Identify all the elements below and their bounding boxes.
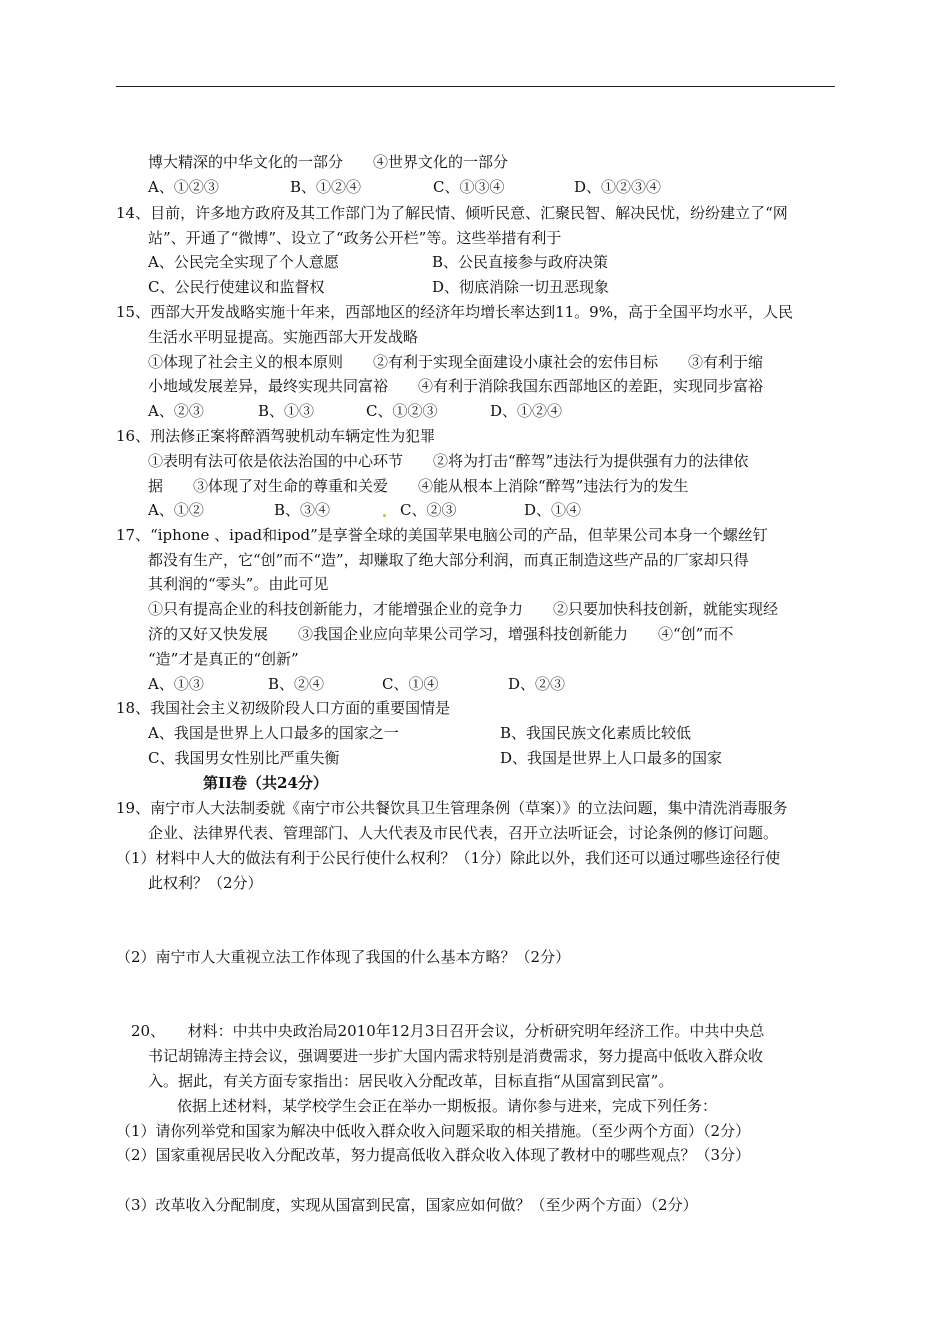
q18-options-row1 bbox=[148, 723, 691, 743]
q15-stem-cont: 生活水平明显提高。实施西部大开发战略 bbox=[148, 328, 419, 346]
q17-statements-cont: 济的又好又快发展 ③我国企业应向苹果公司学习，增强科技创新能力 ④“创”而不 bbox=[148, 625, 734, 643]
option-b: B、公民直接参与政府决策 bbox=[432, 253, 609, 271]
q13-options bbox=[148, 177, 661, 197]
option-c: C、①②③ bbox=[366, 402, 438, 420]
q19-material-cont: 企业、法律界代表、管理部门、人大代表及市民代表，召开立法听证会，讨论条例的修订问题。 bbox=[148, 824, 779, 842]
q15-stem: 15、西部大开发战略实施十年来，西部地区的经济年均增长率达到11。9%，高于全国平均水平，人民 bbox=[116, 303, 793, 321]
q15-statements: ①体现了社会主义的根本原则 ②有利于实现全面建设小康社会的宏伟目标 ③有利于缩 bbox=[148, 353, 764, 371]
q17-options bbox=[148, 674, 565, 694]
q14-stem-cont: 站”、开通了“微博”、设立了“政务公开栏”等。这些举措有利于 bbox=[148, 229, 562, 247]
option-a: A、①③ bbox=[148, 675, 204, 693]
q16-statements: ①表明有法可依是依法治国的中心环节 ②将为打击“醉驾”违法行为提供强有力的法律依 bbox=[148, 452, 749, 470]
q20-subquestion-3: （3）改革收入分配制度，实现从国富到民富，国家应如何做？（至少两个方面）（2分） bbox=[116, 1196, 698, 1214]
option-a: A、①②③ bbox=[148, 178, 219, 196]
q17-statements-cont: “造”才是真正的“创新” bbox=[148, 650, 299, 668]
option-d: D、②③ bbox=[508, 675, 566, 693]
q14-options-row1 bbox=[148, 252, 608, 272]
q20-material-cont: 书记胡锦涛主持会议，强调要进一步扩大国内需求特别是消费需求，努力提高中低收入群众收 bbox=[148, 1047, 764, 1065]
q16-options bbox=[148, 500, 581, 520]
option-a: A、公民完全实现了个人意愿 bbox=[148, 253, 339, 271]
option-d: D、①④ bbox=[524, 501, 582, 519]
q20-subquestion-1: （1）请你列举党和国家为解决中低收入群众收入问题采取的相关措施。（至少两个方面）（2分） bbox=[116, 1122, 751, 1140]
option-b: B、①②④ bbox=[290, 178, 362, 196]
q16-stem: 16、刑法修正案将醉酒驾驶机动车辆定性为犯罪 bbox=[116, 427, 436, 445]
option-d: D、①②③④ bbox=[574, 178, 662, 196]
option-c: C、①③④ bbox=[433, 178, 505, 196]
q17-statements: ①只有提高企业的科技创新能力，才能增强企业的竞争力 ②只要加快科技创新，就能实现经 bbox=[148, 600, 779, 618]
q20-material: 20、 材料：中共中央政治局2010年12月3日召开会议，分析研究明年经济工作。中共中央总 bbox=[131, 1022, 765, 1040]
option-d: D、①②④ bbox=[490, 402, 563, 420]
stray-dot bbox=[383, 514, 386, 517]
option-c: C、②③ bbox=[400, 501, 457, 519]
q19-subquestion-1-cont: 此权利？（2分） bbox=[148, 874, 263, 892]
q18-options-row2 bbox=[148, 748, 722, 768]
q15-statements-cont: 小地域发展差异，最终实现共同富裕 ④有利于消除我国东西部地区的差距，实现同步富裕 bbox=[148, 377, 764, 395]
option-c: C、公民行使建议和监督权 bbox=[148, 278, 325, 296]
option-a: A、①② bbox=[148, 501, 204, 519]
q17-stem-cont: 都没有生产，它“创”而不“造”，却赚取了绝大部分利润，而真正制造这些产品的厂家却只得 bbox=[148, 551, 749, 569]
q18-stem: 18、我国社会主义初级阶段人口方面的重要国情是 bbox=[116, 699, 451, 717]
q20-subquestion-2: （2）国家重视居民收入分配改革，努力提高低收入群众收入体现了教材中的哪些观点？（3分） bbox=[116, 1146, 751, 1164]
option-b: B、我国民族文化素质比较低 bbox=[500, 724, 692, 742]
option-b: B、③④ bbox=[274, 501, 331, 519]
section-heading: 第II卷（共24分） bbox=[203, 774, 328, 792]
option-d: D、我国是世界上人口最多的国家 bbox=[500, 749, 723, 767]
q19-material: 19、南宁市人大法制委就《南宁市公共餐饮具卫生管理条例（草案）》的立法问题，集中清洗消毒服务 bbox=[116, 799, 788, 817]
q17-stem-cont: 其利润的“零头”。由此可见 bbox=[148, 575, 329, 593]
q16-statements-cont: 据 ③体现了对生命的尊重和关爱 ④能从根本上消除“醉驾”违法行为的发生 bbox=[148, 477, 689, 495]
q19-subquestion-1: （1）材料中人大的做法有利于公民行使什么权利？（1分）除此以外，我们还可以通过哪些途径行使 bbox=[116, 849, 781, 867]
q17-stem: 17、“iphone 、ipad和ipod”是享誉全球的美国苹果电脑公司的产品，但苹果公司本身一个螺丝钉 bbox=[116, 526, 768, 544]
option-a: A、②③ bbox=[148, 402, 204, 420]
option-c: C、①④ bbox=[382, 675, 439, 693]
option-b: B、②④ bbox=[268, 675, 325, 693]
q20-instruction: 依据上述材料，某学校学生会正在举办一期板报。请你参与进来，完成下列任务： bbox=[177, 1097, 718, 1115]
header-rule bbox=[116, 86, 835, 87]
option-a: A、我国是世界上人口最多的国家之一 bbox=[148, 724, 399, 742]
option-c: C、我国男女性别比严重失衡 bbox=[148, 749, 340, 767]
q14-options-row2 bbox=[148, 277, 609, 297]
q20-material-cont: 入。据此，有关方面专家指出：居民收入分配改革，目标直指“从国富到民富”。 bbox=[148, 1072, 674, 1090]
q19-subquestion-2: （2）南宁市人大重视立法工作体现了我国的什么基本方略？（2分） bbox=[116, 948, 571, 966]
option-b: B、①③ bbox=[258, 402, 315, 420]
text-line: 博大精深的中华文化的一部分 ④世界文化的一部分 bbox=[148, 153, 509, 171]
option-d: D、彻底消除一切丑恶现象 bbox=[432, 278, 610, 296]
q15-options bbox=[148, 401, 562, 421]
q14-stem: 14、目前，许多地方政府及其工作部门为了解民情、倾听民意、汇聚民智、解决民忧，纷纷建立了“网 bbox=[116, 204, 788, 222]
